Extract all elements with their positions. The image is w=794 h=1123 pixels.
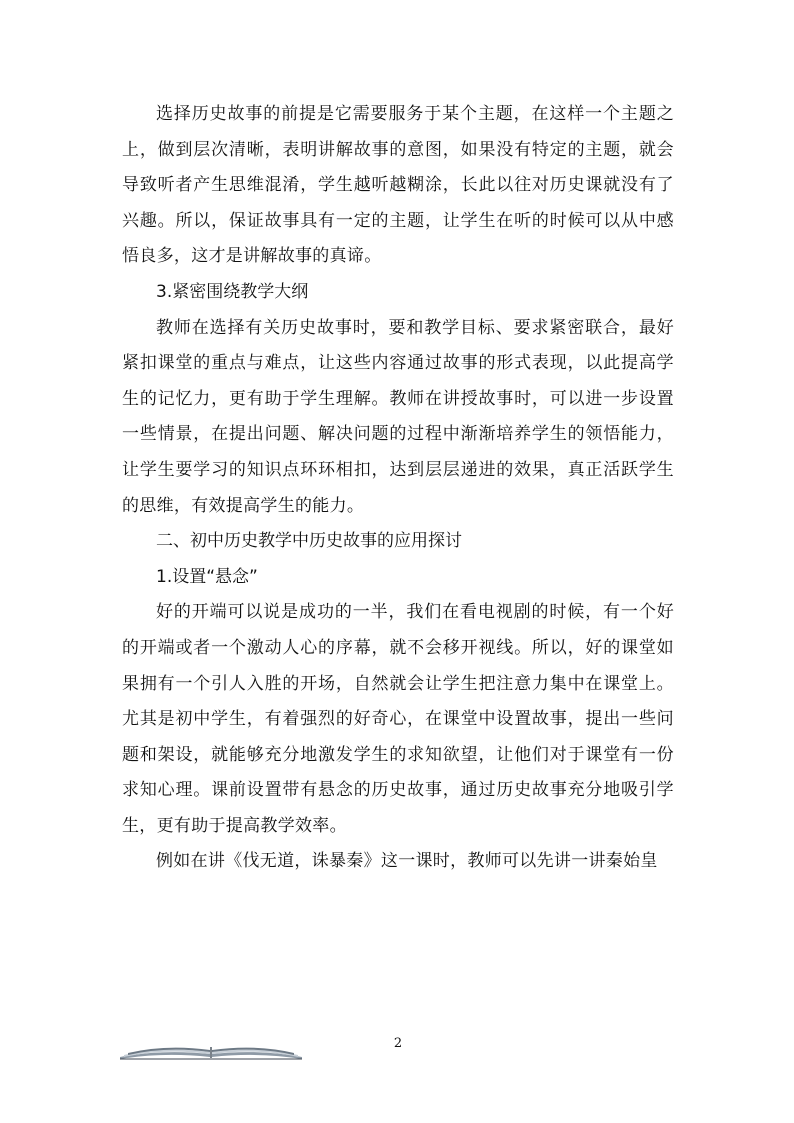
section-heading-suspense: 1.设置“悬念” bbox=[156, 566, 258, 587]
section-heading-application: 二、初中历史教学中历史故事的应用探讨 bbox=[156, 531, 462, 552]
page-number: 2 bbox=[393, 1036, 403, 1051]
document-body bbox=[122, 97, 674, 880]
paragraph-suspense: 好的开端可以说是成功的一半，我们在看电视剧的时候，有一个好的开端或者一个激动人心的序幕，就不会移开视线。所以，好的课堂如果拥有一个引人入胜的开场，自然就会让学生把注意力集中在课堂上。尤其是初中学生，有着强烈的好奇心，在课堂中设置故事，提出一些问题和架设，就能够充分地激发学生的求知欲望，让他们对于课堂有一份求知心理。课前设置带有悬念的历史故事，通过历史故事充分地吸引学生，更有助于提高教学效率。 bbox=[122, 602, 674, 836]
paragraph-example: 例如在讲《伐无道，诛暴秦》这一课时，教师可以先讲一讲秦始皇 bbox=[156, 851, 658, 872]
open-book-icon bbox=[118, 1040, 304, 1060]
paragraph-curriculum: 教师在选择有关历史故事时，要和教学目标、要求紧密联合，最好紧扣课堂的重点与难点，让这些内容通过故事的形式表现，以此提高学生的记忆力，更有助于学生理解。教师在讲授故事时，可以进一步设置一些情景，在提出问题、解决问题的过程中渐渐培养学生的领悟能力，让学生要学习的知识点环环相扣，达到层层递进的效果，真正活跃学生的思维，有效提高学生的能力。 bbox=[122, 317, 674, 516]
section-heading-curriculum: 3.紧密围绕教学大纲 bbox=[156, 281, 309, 302]
paragraph-theme-importance: 选择历史故事的前提是它需要服务于某个主题，在这样一个主题之上，做到层次清晰，表明讲解故事的意图，如果没有特定的主题，就会导致听者产生思维混淆，学生越听越糊涂，长此以往对历史课就没有了兴趣。所以，保证故事具有一定的主题，让学生在听的时候可以从中感悟良多，这才是讲解故事的真谛。 bbox=[122, 104, 674, 267]
